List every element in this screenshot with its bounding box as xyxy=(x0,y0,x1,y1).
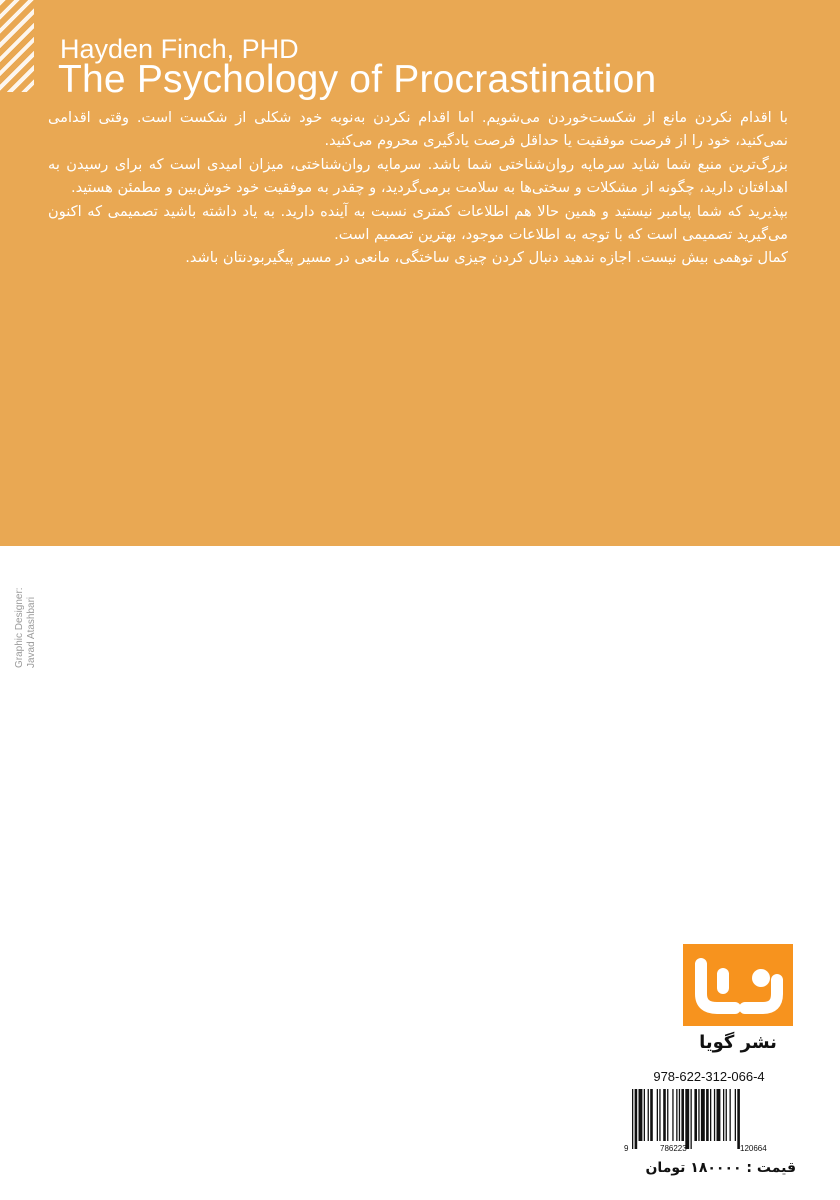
barcode-bar xyxy=(730,1089,731,1141)
isbn-barcode xyxy=(622,1087,796,1153)
barcode-bar xyxy=(737,1089,740,1149)
barcode-bar xyxy=(635,1089,638,1149)
barcode-bar xyxy=(691,1089,692,1149)
barcode-right-digits: 120664 xyxy=(740,1144,767,1153)
publisher-logo-mark-icon xyxy=(683,944,793,1026)
designer-credit-label: Graphic Designer: xyxy=(14,587,25,668)
barcode-bar xyxy=(735,1089,736,1141)
barcode-bar xyxy=(698,1089,699,1141)
barcode-bar xyxy=(679,1089,680,1141)
barcode-bar xyxy=(726,1089,727,1141)
barcode-bar xyxy=(657,1089,658,1141)
barcode-bar xyxy=(723,1089,724,1141)
barcode-bar xyxy=(667,1089,668,1141)
publisher-name: نشر گویا xyxy=(699,1032,777,1053)
author-name: Hayden Finch, PHD xyxy=(60,34,299,64)
isbn-number: 978-622-312-066-4 xyxy=(653,1069,765,1084)
decorative-stripes xyxy=(0,0,34,92)
barcode-bar xyxy=(659,1089,660,1141)
blurb-paragraph: با اقدام نکردن مانع از شکست‌خوردن می‌شویم. اما اقدام نکردن به‌نوبه خود شکلی از شکست است. وقتی اقدامی نمی‌کنید، خود را از فرصت موفقیت یا حداقل فرصت یادگیری محروم می‌کنید. xyxy=(48,109,788,150)
barcode-bar xyxy=(710,1089,711,1141)
barcode-bar xyxy=(644,1089,645,1141)
barcode-bar xyxy=(701,1089,705,1141)
price-label: قیمت : ۱۸۰۰۰۰ تومان xyxy=(645,1160,796,1176)
back-cover-orange-panel xyxy=(0,0,840,546)
barcode-bar xyxy=(676,1089,677,1141)
barcode-bar xyxy=(681,1089,684,1141)
barcode-bar xyxy=(717,1089,721,1141)
blurb-paragraph: بزرگ‌ترین منبع شما شاید سرمایه روان‌شناختی شما باشد. سرمایه روان‌شناختی، میزان امیدی است که برای رسیدن به اهدافتان دارید، چگونه از مشکلات و سختی‌ها به سلامت برمی‌گردید، و چقدر به موفقیت خود خوش‌بین و مطمئن هستید. xyxy=(48,155,788,197)
barcode-lead-digit: 9 xyxy=(624,1144,629,1153)
barcode-bar xyxy=(694,1089,697,1141)
book-title: The Psychology of Procrastination xyxy=(58,58,657,101)
designer-credit-name: Javad Atashbari xyxy=(26,596,37,668)
barcode-bar xyxy=(663,1089,666,1141)
barcode-graphic xyxy=(622,1087,796,1153)
blurb-paragraph: بپذیرید که شما پیامبر نیستید و همین حالا هم اطلاعات کمتری نسبت به آینده دارید. به یاد داشته باشید تصمیمی که اکنون می‌گیرید تصمیمی است که با توجه به اطلاعات موجود، بهترین تصمیم است. xyxy=(48,202,788,244)
blurb-paragraph: کمال توهمی بیش نیست. اجازه ندهید دنبال کردن چیزی ساختگی، مانعی در مسیر پیگیربودنتان باشد. xyxy=(185,249,788,267)
barcode-bar xyxy=(648,1089,649,1141)
barcode-bar xyxy=(632,1089,633,1149)
barcode-bar xyxy=(685,1089,689,1149)
barcode-bar xyxy=(672,1089,673,1141)
barcode-bar xyxy=(706,1089,709,1141)
barcode-bar xyxy=(639,1089,643,1141)
back-cover-blurb xyxy=(48,106,788,270)
barcode-bar xyxy=(650,1089,653,1141)
publisher-logo xyxy=(683,944,793,1026)
designer-credit xyxy=(8,552,40,668)
barcode-left-digits: 786223 xyxy=(660,1144,687,1153)
barcode-bar xyxy=(714,1089,715,1141)
